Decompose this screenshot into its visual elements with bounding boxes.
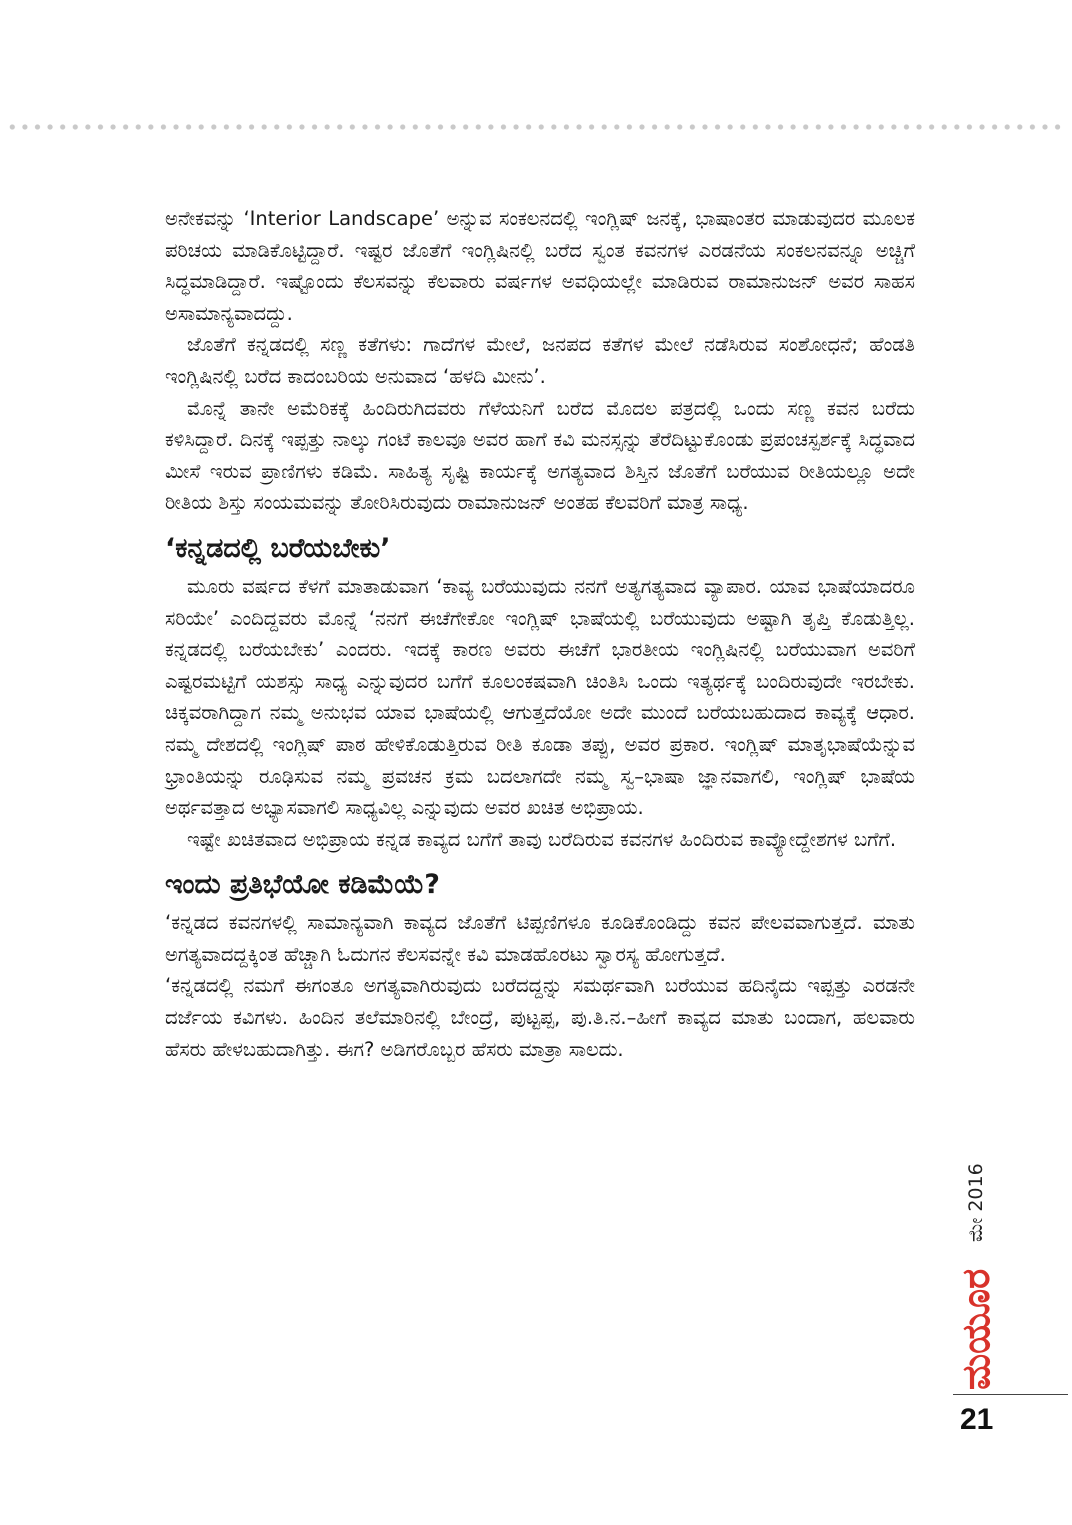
paragraph-6: ‘ಕನ್ನಡದ ಕವನಗಳಲ್ಲಿ ಸಾಮಾನ್ಯವಾಗಿ ಕಾವ್ಯದ ಜೊತೆಗೆ ಟಿಪ್ಪಣಿಗಳೂ ಕೂಡಿಕೊಂಡಿದ್ದು ಕವನ ಪೇಲವವಾಗುತ್ತದೆ. ಮಾತು ಅಗತ್ಯವಾದದ್ದಕ್ಕಿಂತ ಹೆಚ್ಚಾಗಿ ಓದುಗನ ಕೆಲಸವನ್ನೇ ಕವಿ ಮಾಡಹೊರಟು ಸ್ವಾರಸ್ಯ ಹೋಗುತ್ತದೆ. <box>165 911 915 966</box>
dotted-rule <box>6 123 1066 131</box>
issue-date: ಮೇ 2016 <box>965 1163 987 1242</box>
article-body <box>165 203 915 1065</box>
section-heading-1: ‘ಕನ್ನಡದಲ್ಲಿ ಬರೆಯಬೇಕು’ <box>165 532 391 564</box>
section-heading-2: ಇಂದು ಪ್ರತಿಭೆಯೋ ಕಡಿಮೆಯೆ? <box>165 869 440 901</box>
footer-rule <box>953 1394 1068 1395</box>
paragraph-3: ಮೊನ್ನೆ ತಾನೇ ಅಮೆರಿಕಕ್ಕೆ ಹಿಂದಿರುಗಿದವರು ಗೆಳೆಯನಿಗೆ ಬರೆದ ಮೊದಲ ಪತ್ರದಲ್ಲಿ ಒಂದು ಸಣ್ಣ ಕವನ ಬರೆದು ಕಳಿಸಿದ್ದಾರೆ. ದಿನಕ್ಕೆ ಇಪ್ಪತ್ತು ನಾಲ್ಕು ಗಂಟೆ ಕಾಲವೂ ಅವರ ಹಾಗೆ ಕವಿ ಮನಸ್ಸನ್ನು ತೆರೆದಿಟ್ಟುಕೊಂಡು ಪ್ರಪಂಚಸ್ಪರ್ಶಕ್ಕೆ ಸಿದ್ಧವಾದ ಮೀಸೆ ಇರುವ ಪ್ರಾಣಿಗಳು ಕಡಿಮೆ. ಸಾಹಿತ್ಯ ಸೃಷ್ಟಿ ಕಾರ್ಯಕ್ಕೆ ಅಗತ್ಯವಾದ ಶಿಸ್ತಿನ ಜೊತೆಗೆ ಬರೆಯುವ ರೀತಿಯಲ್ಲೂ ಅದೇ ರೀತಿಯ ಶಿಸ್ತು ಸಂಯಮವನ್ನು ತೋರಿಸಿರುವುದು ರಾಮಾನುಜನ್ ಅಂತಹ ಕೆಲವರಿಗೆ ಮಾತ್ರ ಸಾಧ್ಯ. <box>165 396 915 515</box>
paragraph-1: ಅನೇಕವನ್ನು ‘Interior Landscape’ ಅನ್ನುವ ಸಂಕಲನದಲ್ಲಿ ಇಂಗ್ಲಿಷ್ ಜನಕ್ಕೆ, ಭಾಷಾಂತರ ಮಾಡುವುದರ ಮೂಲಕ ಪರಿಚಯ ಮಾಡಿಕೊಟ್ಟಿದ್ದಾರೆ. ಇಷ್ಟರ ಜೊತೆಗೆ ಇಂಗ್ಲಿಷಿನಲ್ಲಿ ಬರೆದ ಸ್ವಂತ ಕವನಗಳ ಎರಡನೆಯ ಸಂಕಲನವನ್ನೂ ಅಚ್ಚಿಗೆ ಸಿದ್ಧಮಾಡಿದ್ದಾರೆ. ಇಷ್ಟೊಂದು ಕೆಲಸವನ್ನು ಕೆಲವಾರು ವರ್ಷಗಳ ಅವಧಿಯಲ್ಲೇ ಮಾಡಿರುವ ರಾಮಾನುಜನ್ ಅವರ ಸಾಹಸ ಅಸಾಮಾನ್ಯವಾದದ್ದು. <box>165 207 915 325</box>
paragraph-4: ಮೂರು ವರ್ಷದ ಕೆಳಗೆ ಮಾತಾಡುವಾಗ ‘ಕಾವ್ಯ ಬರೆಯುವುದು ನನಗೆ ಅತ್ಯಗತ್ಯವಾದ ವ್ಯಾಪಾರ. ಯಾವ ಭಾಷೆಯಾದರೂ ಸರಿಯೇ’ ಎಂದಿದ್ದವರು ಮೊನ್ನೆ ‘ನನಗೆ ಈಚೆಗೇಕೋ ಇಂಗ್ಲಿಷ್ ಭಾಷೆಯಲ್ಲಿ ಬರೆಯುವುದು ಅಷ್ಟಾಗಿ ತೃಪ್ತಿ ಕೊಡುತ್ತಿಲ್ಲ. ಕನ್ನಡದಲ್ಲಿ ಬರೆಯಬೇಕು’ ಎಂದರು. ಇದಕ್ಕೆ ಕಾರಣ ಅವರು ಈಚೆಗೆ ಭಾರತೀಯ ಇಂಗ್ಲಿಷಿನಲ್ಲಿ ಬರೆಯುವಾಗ ಅವರಿಗೆ ಎಷ್ಟರಮಟ್ಟಿಗೆ ಯಶಸ್ಸು ಸಾಧ್ಯ ಎನ್ನುವುದರ ಬಗೆಗೆ ಕೂಲಂಕಷವಾಗಿ ಚಿಂತಿಸಿ ಒಂದು ಇತ್ಯರ್ಥಕ್ಕೆ ಬಂದಿರುವುದೇ ಇರಬೇಕು. ಚಿಕ್ಕವರಾಗಿದ್ದಾಗ ನಮ್ಮ ಅನುಭವ ಯಾವ ಭಾಷೆಯಲ್ಲಿ ಆಗುತ್ತದೆಯೋ ಅದೇ ಮುಂದೆ ಬರೆಯಬಹುದಾದ ಕಾವ್ಯಕ್ಕೆ ಆಧಾರ. ನಮ್ಮ ದೇಶದಲ್ಲಿ ಇಂಗ್ಲಿಷ್ ಪಾಠ ಹೇಳಿಕೊಡುತ್ತಿರುವ ರೀತಿ ಕೂಡಾ ತಪ್ಪು, ಅವರ ಪ್ರಕಾರ. ಇಂಗ್ಲಿಷ್ ಮಾತೃಭಾಷೆಯೆನ್ನುವ ಭ್ರಾಂತಿಯನ್ನು ರೂಢಿಸುವ ನಮ್ಮ ಪ್ರವಚನ ಕ್ರಮ ಬದಲಾಗದೇ ನಮ್ಮ ಸ್ವ–ಭಾಷಾ ಜ್ಞಾನವಾಗಲಿ, ಇಂಗ್ಲಿಷ್ ಭಾಷೆಯ ಅರ್ಥವತ್ತಾದ ಅಭ್ಯಾಸವಾಗಲಿ ಸಾಧ್ಯವಿಲ್ಲ ಎನ್ನುವುದು ಅವರ ಖಚಿತ ಅಭಿಪ್ರಾಯ. <box>165 574 915 820</box>
page-number: 21 <box>960 1403 994 1436</box>
magazine-logo: ಮಯೂರ <box>954 1268 998 1390</box>
paragraph-7: ‘ಕನ್ನಡದಲ್ಲಿ ನಮಗೆ ಈಗಂತೂ ಅಗತ್ಯವಾಗಿರುವುದು ಬರೆದದ್ದನ್ನು ಸಮರ್ಥವಾಗಿ ಬರೆಯುವ ಹದಿನೈದು ಇಪ್ಪತ್ತು ಎರಡನೇ ದರ್ಜೆಯ ಕವಿಗಳು. ಹಿಂದಿನ ತಲೆಮಾರಿನಲ್ಲಿ ಬೇಂದ್ರೆ, ಪುಟ್ಟಪ್ಪ, ಪು.ತಿ.ನ.–ಹೀಗೆ ಕಾವ್ಯದ ಮಾತು ಬಂದಾಗ, ಹಲವಾರು ಹೆಸರು ಹೇಳಬಹುದಾಗಿತ್ತು. ಈಗ? ಅಡಿಗರೊಬ್ಬರ ಹೆಸರು ಮಾತ್ರಾ ಸಾಲದು. <box>165 974 915 1061</box>
paragraph-5: ಇಷ್ಟೇ ಖಚಿತವಾದ ಅಭಿಪ್ರಾಯ ಕನ್ನಡ ಕಾವ್ಯದ ಬಗೆಗೆ ತಾವು ಬರೆದಿರುವ ಕವನಗಳ ಹಿಂದಿರುವ ಕಾವ್ಯೋದ್ದೇಶಗಳ ಬಗೆಗೆ. <box>187 827 897 851</box>
paragraph-2: ಜೊತೆಗೆ ಕನ್ನಡದಲ್ಲಿ ಸಣ್ಣ ಕತೆಗಳು: ಗಾದೆಗಳ ಮೇಲೆ, ಜನಪದ ಕತೆಗಳ ಮೇಲೆ ನಡೆಸಿರುವ ಸಂಶೋಧನೆ; ಹೆಂಡತಿ ಇಂಗ್ಲಿಷಿನಲ್ಲಿ ಬರೆದ ಕಾದಂಬರಿಯ ಅನುವಾದ ‘ಹಳದಿ ಮೀನು’. <box>165 333 915 388</box>
